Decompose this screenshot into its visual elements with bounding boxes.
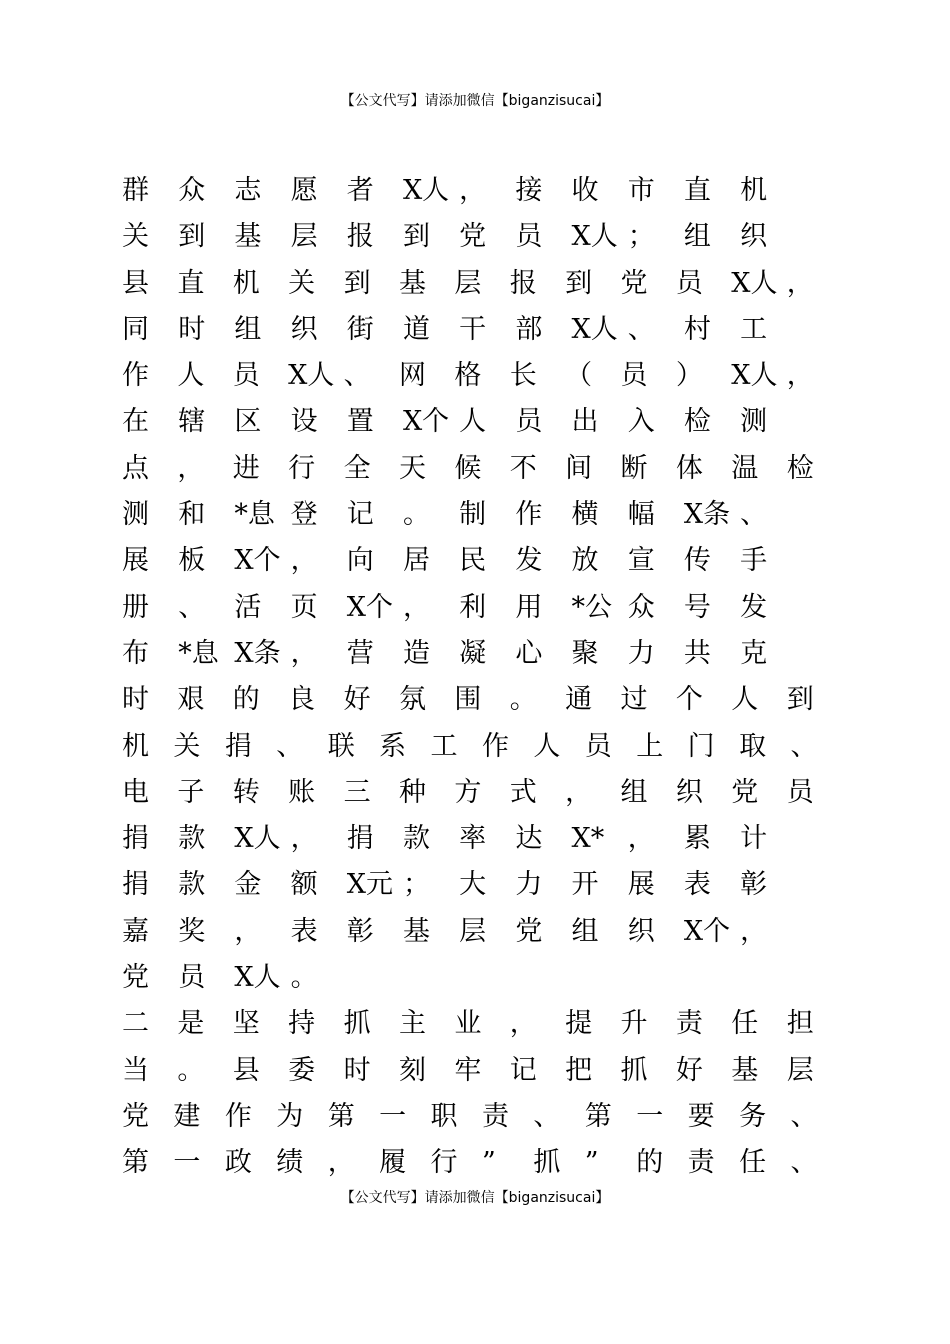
text-line: 党 建 作 为 第 一 职 责 、 第 一 要 务 、 [122, 1100, 818, 1132]
text-line: 捐 款 金 额 X元 ； 大 力 开 展 表 彰 [122, 869, 768, 901]
text-line: 展 板 X个 ， 向 居 民 发 放 宣 传 手 [122, 545, 768, 577]
text-line: 册 、 活 页 X个 ， 利 用 *公 众 号 发 [122, 591, 768, 623]
text-line: 机 关 捐 、 联 系 工 作 人 员 上 门 取 、 [122, 730, 818, 762]
text-line: 在 辖 区 设 置 X个 人 员 出 入 检 测 [122, 406, 768, 438]
text-line: 时 艰 的 良 好 氛 围 。 通 过 个 人 到 [122, 684, 814, 716]
text-line: 关 到 基 层 报 到 党 员 X人 ； 组 织 [122, 221, 768, 253]
text-line: 电 子 转 账 三 种 方 式 ， 组 织 党 员 [122, 776, 814, 808]
text-line: 县 直 机 关 到 基 层 报 到 党 员 X人 ， [122, 267, 814, 299]
text-line: 捐 款 X人 ， 捐 款 率 达 X* ， 累 计 [122, 823, 768, 855]
text-line: 第 一 政 绩 ， 履 行 ” 抓 ” 的 责 任 、 [122, 1147, 818, 1179]
text-line: 同 时 组 织 街 道 干 部 X人 、 村 工 [122, 313, 768, 345]
text-line: 群 众 志 愿 者 X人 ， 接 收 市 直 机 [122, 175, 768, 206]
text-line: 测 和 *息 登 记 。 制 作 横 幅 X条 、 [122, 499, 768, 531]
text-line: 点 ， 进 行 全 天 候 不 间 断 体 温 检 [122, 452, 814, 484]
text-line: 布 *息 X条 ， 营 造 凝 心 聚 力 共 克 [122, 637, 768, 669]
document-body [122, 168, 842, 1187]
text-line: 当 。 县 委 时 刻 牢 记 把 抓 好 基 层 [122, 1054, 814, 1086]
page-footer: 【公文代写】请添加微信【biganzisucai】 [340, 1190, 610, 1206]
text-line: 二 是 坚 持 抓 主 业 ， 提 升 责 任 担 [122, 1008, 814, 1040]
text-line: 党 员 X人 。 [122, 962, 318, 994]
text-line: 作 人 员 X人 、 网 格 长 （ 员 ） X人 ， [122, 360, 814, 392]
text-line: 嘉 奖 ， 表 彰 基 层 党 组 织 X个 ， [122, 915, 768, 947]
page-header: 【公文代写】请添加微信【biganzisucai】 [340, 93, 610, 109]
